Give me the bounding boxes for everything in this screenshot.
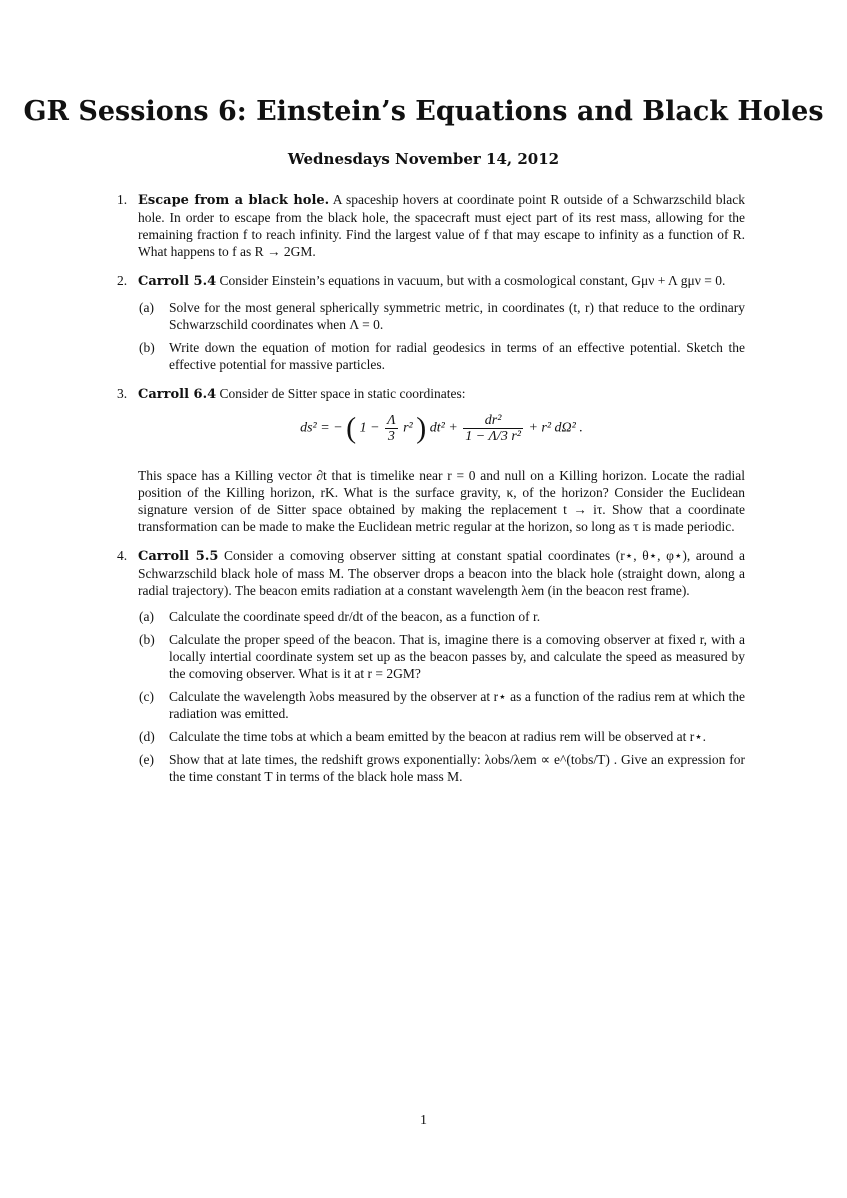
eq-frac-den: 3 <box>387 429 395 444</box>
subpart-b <box>138 339 745 373</box>
subpart-text: Calculate the wavelength λobs measured by the observer at r⋆ as a function of the radius rem at which the radiation was emitted. <box>169 689 745 721</box>
eq-dt2: dt² + <box>429 420 458 436</box>
subpart-text: Calculate the proper speed of the beacon. That is, imagine there is a comoving observer at fixed r, with a locally intertial coordinate system set up as the beacon passes by, and calculate the speed as measured by the comoving observer. What is it at r = 2GM? <box>169 632 745 681</box>
eq-frac-num: dr² <box>463 413 523 429</box>
subpart-d <box>138 728 745 745</box>
problem-number: 3. <box>117 386 128 401</box>
subpart-b <box>138 631 745 682</box>
problem-text: Consider Einstein’s equations in vacuum, but with a cosmological constant, Gμν + Λ gμν = 0. <box>219 273 726 288</box>
subpart-label: (c) <box>139 689 154 704</box>
subpart-label: (e) <box>139 752 154 767</box>
eq-fraction-dr2 <box>463 413 523 444</box>
problem-heading: Escape from a black hole. <box>138 193 330 208</box>
subpart-list <box>138 299 745 373</box>
eq-one-minus: 1 − <box>359 420 380 436</box>
eq-frac-num: Λ <box>387 413 396 428</box>
problem-3 <box>117 385 745 535</box>
problem-2 <box>117 272 745 373</box>
subpart-text: Solve for the most general spherically symmetric metric, in coordinates (t, r) that reduce to the ordinary Schwarzschild coordinates when Λ = 0. <box>169 300 745 332</box>
eq-lhs: ds² = − <box>300 420 343 436</box>
eq-paren-close: ) <box>416 411 427 445</box>
subpart-label: (b) <box>139 340 155 355</box>
problem-4 <box>117 547 745 785</box>
subpart-label: (b) <box>139 632 155 647</box>
problem-body <box>138 191 745 260</box>
eq-tail: + r² dΩ² . <box>528 420 583 436</box>
eq-frac-den: 1 − Λ/3 r² <box>465 429 521 444</box>
problem-number: 2. <box>117 273 128 288</box>
problem-number: 1. <box>117 192 128 207</box>
subpart-text: Calculate the coordinate speed dr/dt of the beacon, as a function of r. <box>169 609 541 624</box>
problem-list <box>117 191 745 797</box>
subpart-text: Write down the equation of motion for radial geodesics in terms of an effective potential. Sketch the effective potential for massive particles. <box>169 340 745 372</box>
subpart-text: Calculate the time tobs at which a beam emitted by the beacon at radius rem will be observed at r⋆. <box>169 729 707 744</box>
subpart-label: (d) <box>139 729 155 744</box>
subpart-label: (a) <box>139 609 154 624</box>
problem-body <box>138 547 745 599</box>
problem-text: Consider de Sitter space in static coordinates: <box>219 386 466 401</box>
page-title: GR Sessions 6: Einstein’s Equations and Black Holes <box>23 96 824 127</box>
subpart-e <box>138 751 745 785</box>
subpart-a <box>138 608 745 625</box>
subpart-c <box>138 688 745 722</box>
problem-text-after: This space has a Killing vector ∂t that is timelike near r = 0 and null on a Killing horizon. Locate the radial position of the Killing horizon, rK. What is the surface gravity, κ, of the horizon? Consider the Euclidean signature version of de Sitter space obtained by making the replacement t → iτ. Show that a coordinate transformation can be made to make the Euclidean metric regular at the horizon, so long as τ is made periodic. <box>138 468 745 534</box>
eq-fraction-lambda-over-3 <box>385 413 397 444</box>
subpart-text: Show that at late times, the redshift grows exponentially: λobs/λem ∝ e^(tobs/T) . Give an expression for the time constant T in terms of the black hole mass M. <box>169 752 745 784</box>
eq-paren-open: ( <box>346 411 357 445</box>
problem-text: Consider a comoving observer sitting at constant spatial coordinates (r⋆, θ⋆, φ⋆), around a Schwarzschild black hole of mass M. The observer drops a beacon into the black hole (straight down, along a radial trajectory). The beacon emits radiation at a constant wavelength λem (in the beacon rest frame). <box>138 548 745 598</box>
eq-r2: r² <box>403 420 413 436</box>
problem-heading: Carroll 5.4 <box>138 274 217 289</box>
page-date: Wednesdays November 14, 2012 <box>287 150 560 168</box>
problem-body <box>138 385 745 403</box>
problem-number: 4. <box>117 548 128 563</box>
subpart-a <box>138 299 745 333</box>
problem-heading: Carroll 6.4 <box>138 387 217 402</box>
de-sitter-metric-equation <box>138 413 745 455</box>
problem-text: A spaceship hovers at coordinate point R outside of a Schwarzschild black hole. In order to escape from the black hole, the spacecraft must eject part of its rest mass, allowing for the remaining fraction f to reach infinity. Find the largest value of f that may escape to infinity as a function of R. What happens to f as R → 2GM. <box>138 192 745 259</box>
subpart-list <box>138 608 745 785</box>
problem-1 <box>117 191 745 260</box>
page-number: 1 <box>420 1113 427 1128</box>
equation <box>300 413 583 444</box>
problem-heading: Carroll 5.5 <box>138 549 219 564</box>
subpart-label: (a) <box>139 300 154 315</box>
problem-body <box>138 272 745 290</box>
